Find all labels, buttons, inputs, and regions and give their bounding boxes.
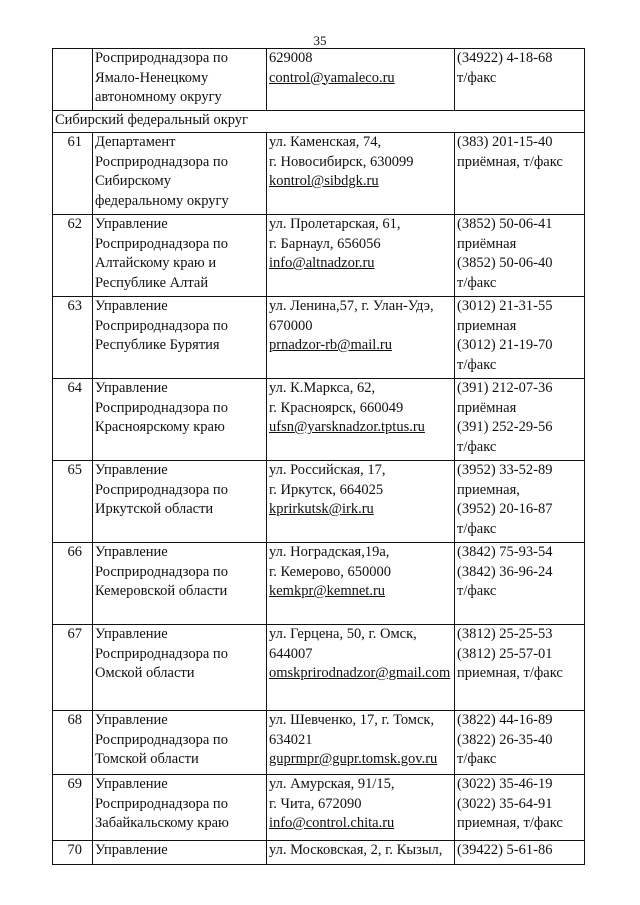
phone-line: (3822) 44-16-89: [457, 712, 553, 728]
office-name-line: Управление: [95, 776, 168, 792]
address-line: г. Чита, 672090: [269, 795, 362, 812]
row-number: 70: [53, 841, 93, 865]
email-link[interactable]: prnadzor-rb@mail.ru: [269, 337, 392, 353]
phone-line: (3812) 25-57-01: [457, 645, 553, 662]
phone-line: (3952) 33-52-89: [457, 462, 553, 478]
phone-line: т/факс: [457, 751, 497, 767]
phone-line: т/факс: [457, 520, 497, 537]
phone-line: (3842) 36-96-24: [457, 563, 553, 580]
email-link[interactable]: kontrol@sibdgk.ru: [269, 173, 379, 189]
office-name-line: Алтайскому краю и: [95, 255, 217, 271]
page-number: 35: [313, 33, 327, 48]
office-name-line: Республике Алтай: [95, 274, 209, 291]
office-name-line: Ямало-Ненецкому: [95, 69, 209, 86]
office-name-line: Росприроднадзора по: [95, 317, 228, 334]
row-number: 62: [53, 215, 93, 297]
office-name-line: Управление: [95, 712, 168, 728]
table-row: [53, 133, 585, 215]
office-phone: [455, 379, 585, 461]
office-name: [93, 461, 267, 543]
office-name-line: Управление: [95, 298, 168, 314]
office-directory-table: [52, 48, 585, 865]
phone-line: т/факс: [457, 274, 497, 291]
office-name-line: Томской области: [95, 751, 199, 767]
office-name-line: Росприроднадзора по: [95, 795, 228, 812]
office-name-line: автономному округу: [95, 89, 222, 105]
office-phone: [455, 543, 585, 625]
phone-line: (391) 212-07-36: [457, 380, 553, 396]
office-name: [93, 133, 267, 215]
office-name: [93, 297, 267, 379]
phone-line: (39422) 5-61-86: [457, 842, 553, 858]
phone-line: приёмная: [457, 235, 517, 252]
phone-line: т/факс: [457, 438, 497, 455]
office-name-line: Росприроднадзора по: [95, 235, 228, 252]
office-address: [267, 711, 455, 775]
phone-line: (3812) 25-25-53: [457, 626, 553, 642]
address-line: ул. Амурская, 91/15,: [269, 776, 395, 792]
office-name: [93, 379, 267, 461]
address-line: ул. Ленина,57, г. Улан-Удэ,: [269, 298, 434, 314]
office-name-line: Управление: [95, 462, 168, 478]
phone-line: (3822) 26-35-40: [457, 731, 553, 748]
office-name: [93, 775, 267, 841]
phone-line: т/факс: [457, 69, 497, 86]
email-link[interactable]: info@altnadzor.ru: [269, 255, 375, 271]
table-body: [53, 49, 585, 865]
office-name: [93, 841, 267, 865]
office-name-line: Росприроднадзора по: [95, 563, 228, 580]
table-row: [53, 379, 585, 461]
office-name-line: Забайкальскому краю: [95, 815, 229, 831]
address-line: ул. Пролетарская, 61,: [269, 216, 401, 232]
phone-line: приемная, т/факс: [457, 665, 563, 681]
table-row: [53, 297, 585, 379]
address-line: г. Иркутск, 664025: [269, 481, 384, 498]
address-line: г. Красноярск, 660049: [269, 399, 404, 416]
office-name-line: Росприроднадзора по: [95, 481, 228, 498]
office-name: [93, 625, 267, 711]
office-phone: [455, 775, 585, 841]
office-name-line: Росприроднадзора по: [95, 50, 228, 66]
address-line: г. Кемерово, 650000: [269, 563, 391, 580]
office-phone: [455, 625, 585, 711]
address-line: ул. Московская, 2, г. Кызыл,: [269, 842, 443, 858]
office-address: [267, 841, 455, 865]
phone-line: (34922) 4-18-68: [457, 50, 553, 66]
phone-line: (3022) 35-64-91: [457, 795, 553, 812]
table-row: [53, 775, 585, 841]
row-number: 68: [53, 711, 93, 775]
office-name-line: Управление: [95, 544, 168, 560]
office-name-line: Красноярскому краю: [95, 419, 225, 435]
office-phone: [455, 841, 585, 865]
office-name-line: Омской области: [95, 665, 195, 681]
office-address: [267, 297, 455, 379]
office-phone: [455, 297, 585, 379]
office-name: [93, 215, 267, 297]
row-number: 61: [53, 133, 93, 215]
table-row: [53, 711, 585, 775]
row-number: [53, 49, 93, 111]
office-name-line: Департамент: [95, 134, 176, 150]
email-link[interactable]: guprmpr@gupr.tomsk.gov.ru: [269, 751, 438, 767]
row-number: 69: [53, 775, 93, 841]
address-line: ул. Российская, 17,: [269, 462, 386, 478]
office-name: [93, 49, 267, 111]
table-row: [53, 215, 585, 297]
office-name-line: Управление: [95, 216, 168, 232]
office-address: [267, 379, 455, 461]
phone-line: приемная: [457, 317, 517, 334]
email-link[interactable]: kprirkutsk@irk.ru: [269, 501, 374, 517]
office-address: [267, 49, 455, 111]
address-line: ул. Ноградская,19а,: [269, 544, 390, 560]
address-line: ул. Шевченко, 17, г. Томск,: [269, 712, 435, 728]
phone-line: т/факс: [457, 356, 497, 373]
email-link[interactable]: control@yamaleco.ru: [269, 69, 395, 86]
office-name-line: Сибирскому: [95, 173, 171, 189]
office-name-line: Иркутской области: [95, 501, 214, 517]
office-phone: [455, 461, 585, 543]
address-line: ул. Каменская, 74,: [269, 134, 382, 150]
office-phone: [455, 133, 585, 215]
office-name-line: Республике Бурятия: [95, 337, 220, 353]
office-name-line: Росприроднадзора по: [95, 645, 228, 662]
address-line: ул. К.Маркса, 62,: [269, 380, 376, 396]
phone-line: приёмная, т/факс: [457, 153, 563, 170]
email-link[interactable]: info@control.chita.ru: [269, 815, 395, 831]
office-name-line: Росприроднадзора по: [95, 731, 228, 748]
phone-line: (3952) 20-16-87: [457, 501, 553, 517]
address-line: г. Новосибирск, 630099: [269, 153, 414, 170]
office-name-line: Росприроднадзора по: [95, 399, 228, 416]
row-number: 67: [53, 625, 93, 711]
phone-line: (3012) 21-19-70: [457, 337, 553, 353]
phone-line: приемная,: [457, 481, 520, 498]
office-address: [267, 543, 455, 625]
office-phone: [455, 711, 585, 775]
office-address: [267, 625, 455, 711]
address-line: г. Барнаул, 656056: [269, 235, 381, 252]
email-link[interactable]: kemkpr@kemnet.ru: [269, 583, 386, 599]
phone-line: (3852) 50-06-41: [457, 216, 553, 232]
office-name: [93, 543, 267, 625]
address-line: 644007: [269, 645, 313, 662]
office-name: [93, 711, 267, 775]
office-name-line: Управление: [95, 380, 168, 396]
office-name-line: федеральному округу: [95, 192, 229, 209]
email-link[interactable]: ufsn@yarsknadzor.tptus.ru: [269, 419, 425, 435]
phone-line: (3852) 50-06-40: [457, 255, 553, 271]
office-address: [267, 775, 455, 841]
phone-line: приемная, т/факс: [457, 815, 563, 831]
office-name-line: Росприроднадзора по: [95, 153, 228, 170]
address-line: 670000: [269, 317, 313, 334]
table-row: [53, 461, 585, 543]
table-row: [53, 625, 585, 711]
office-name-line: Кемеровской области: [95, 583, 228, 599]
region-header: Сибирский федеральный округ: [53, 111, 585, 133]
address-line: ул. Герцена, 50, г. Омск,: [269, 626, 417, 642]
address-line: 634021: [269, 731, 313, 748]
table-row: [53, 49, 585, 111]
office-address: [267, 133, 455, 215]
phone-line: т/факс: [457, 583, 497, 599]
phone-line: (383) 201-15-40: [457, 134, 553, 150]
office-phone: [455, 49, 585, 111]
row-number: 63: [53, 297, 93, 379]
phone-line: приёмная: [457, 399, 517, 416]
address-line: 629008: [269, 50, 313, 66]
phone-line: (3842) 75-93-54: [457, 544, 553, 560]
office-name-line: Управление: [95, 842, 168, 858]
row-number: 64: [53, 379, 93, 461]
region-header-row: [53, 111, 585, 133]
office-address: [267, 215, 455, 297]
office-name-line: Управление: [95, 626, 168, 642]
office-phone: [455, 215, 585, 297]
phone-line: (391) 252-29-56: [457, 419, 553, 435]
email-link[interactable]: omskprirodnadzor@gmail.com: [269, 665, 451, 681]
phone-line: (3022) 35-46-19: [457, 776, 553, 792]
table-row: [53, 841, 585, 865]
phone-line: (3012) 21-31-55: [457, 298, 553, 314]
row-number: 66: [53, 543, 93, 625]
table-row: [53, 543, 585, 625]
row-number: 65: [53, 461, 93, 543]
office-address: [267, 461, 455, 543]
